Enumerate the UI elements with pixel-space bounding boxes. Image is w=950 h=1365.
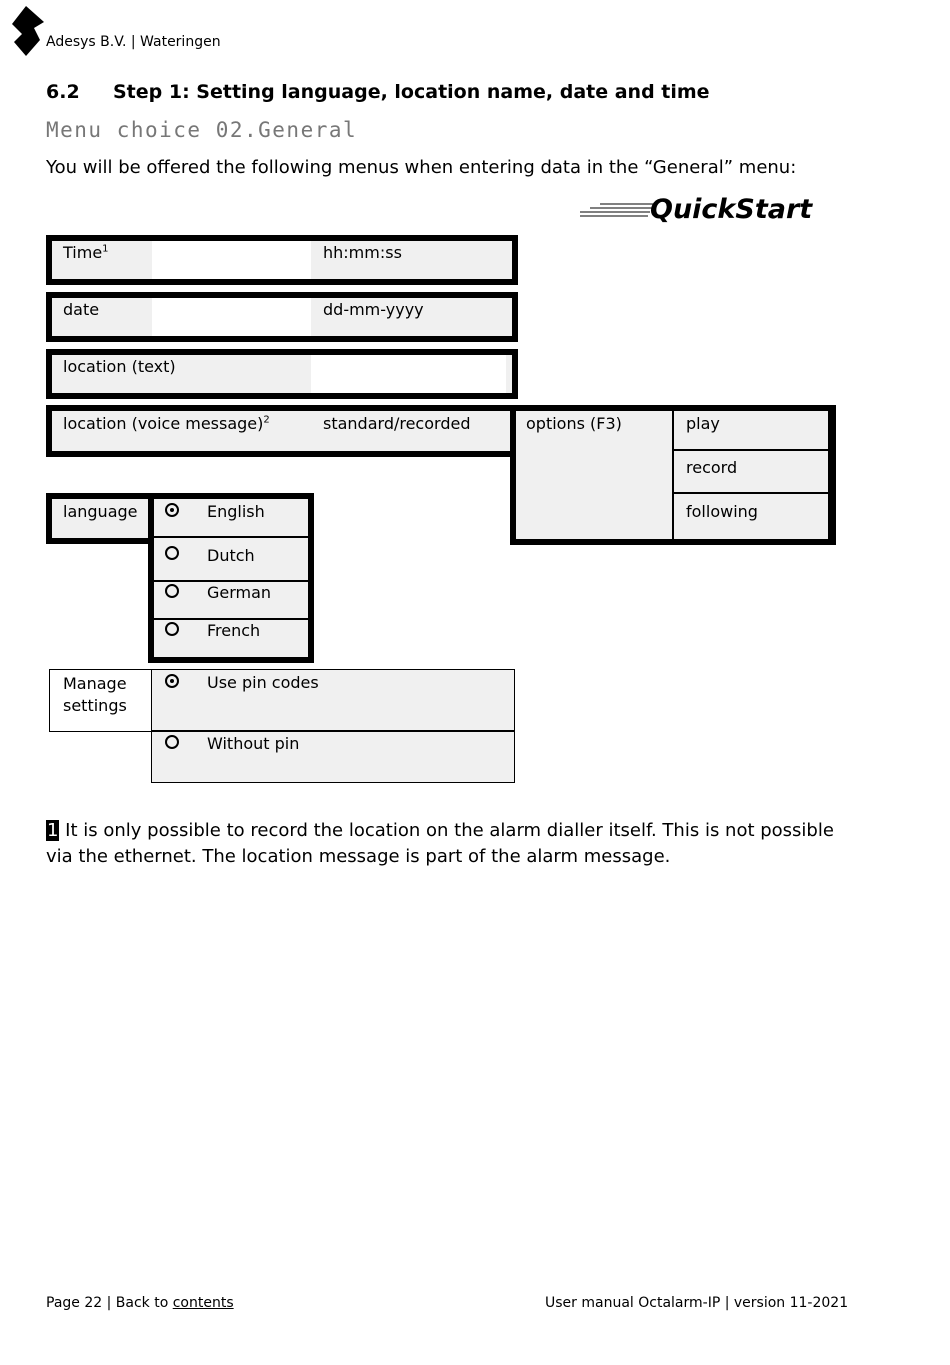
footnote — [46, 818, 836, 870]
location-text-label: location (text) — [63, 357, 176, 376]
footer-page: Page 22 | Back to contents — [46, 1295, 234, 1311]
language-radio-french[interactable] — [165, 622, 179, 636]
company-logo-icon — [12, 6, 46, 56]
language-option-dutch[interactable]: Dutch — [207, 546, 255, 565]
footer-manual: User manual Octalarm-IP | version 11-2021 — [545, 1295, 849, 1311]
option-record[interactable]: record — [686, 458, 738, 477]
company-name: Adesys B.V. | Wateringen — [46, 34, 221, 50]
manage-radio-pin[interactable] — [165, 674, 179, 688]
section-heading — [46, 81, 710, 103]
manage-radio-nopin[interactable] — [165, 735, 179, 749]
language-line-2 — [154, 580, 308, 582]
manage-option-pin[interactable]: Use pin codes — [207, 673, 319, 692]
manage-option-nopin[interactable]: Without pin — [207, 734, 300, 753]
language-radio-german[interactable] — [165, 584, 179, 598]
intro-text: You will be offered the following menus when entering data in the “General” menu: — [46, 157, 797, 178]
menu-choice: Menu choice 02.General — [46, 118, 358, 142]
section-title: Step 1: Setting language, location name, date and time — [113, 81, 710, 103]
footnote-marker: 1 — [47, 820, 59, 841]
quickstart-label: QuickStart — [650, 194, 813, 224]
section-number: 6.2 — [46, 81, 80, 103]
time-field[interactable] — [46, 235, 518, 285]
language-option-english[interactable]: English — [207, 502, 265, 521]
options-line-1 — [672, 449, 830, 451]
language-radio-dutch[interactable] — [165, 546, 179, 560]
language-label: language — [63, 502, 138, 521]
language-line-3 — [154, 618, 308, 620]
date-field[interactable] — [46, 292, 518, 342]
manage-line — [151, 730, 515, 732]
manage-options-box — [151, 669, 515, 783]
quickstart-logo — [578, 192, 834, 224]
footnote-text: It is only possible to record the location on the alarm dialler itself. This is not possible via the ethernet. The location message is part of the alarm message. — [46, 820, 834, 867]
location-voice-value: standard/recorded — [323, 414, 471, 433]
date-label: date — [63, 300, 100, 319]
contents-link[interactable]: contents — [172, 1295, 234, 1311]
manage-label: Manage settings — [63, 674, 127, 715]
option-play[interactable]: play — [686, 414, 720, 433]
language-option-german[interactable]: German — [207, 583, 272, 602]
options-divider — [672, 411, 674, 539]
options-label: options (F3) — [526, 414, 622, 433]
time-format: hh:mm:ss — [323, 243, 402, 262]
options-line-2 — [672, 492, 830, 494]
location-voice-label: location (voice message)$^2$ — [63, 414, 270, 433]
language-option-french[interactable]: French — [207, 621, 261, 640]
language-radio-english[interactable] — [165, 503, 179, 517]
language-line-1 — [154, 536, 308, 538]
date-format: dd-mm-yyyy — [323, 300, 424, 319]
time-label: Time$^1$ — [63, 243, 109, 262]
option-following[interactable]: following — [686, 502, 758, 521]
options-right-border — [828, 411, 830, 539]
